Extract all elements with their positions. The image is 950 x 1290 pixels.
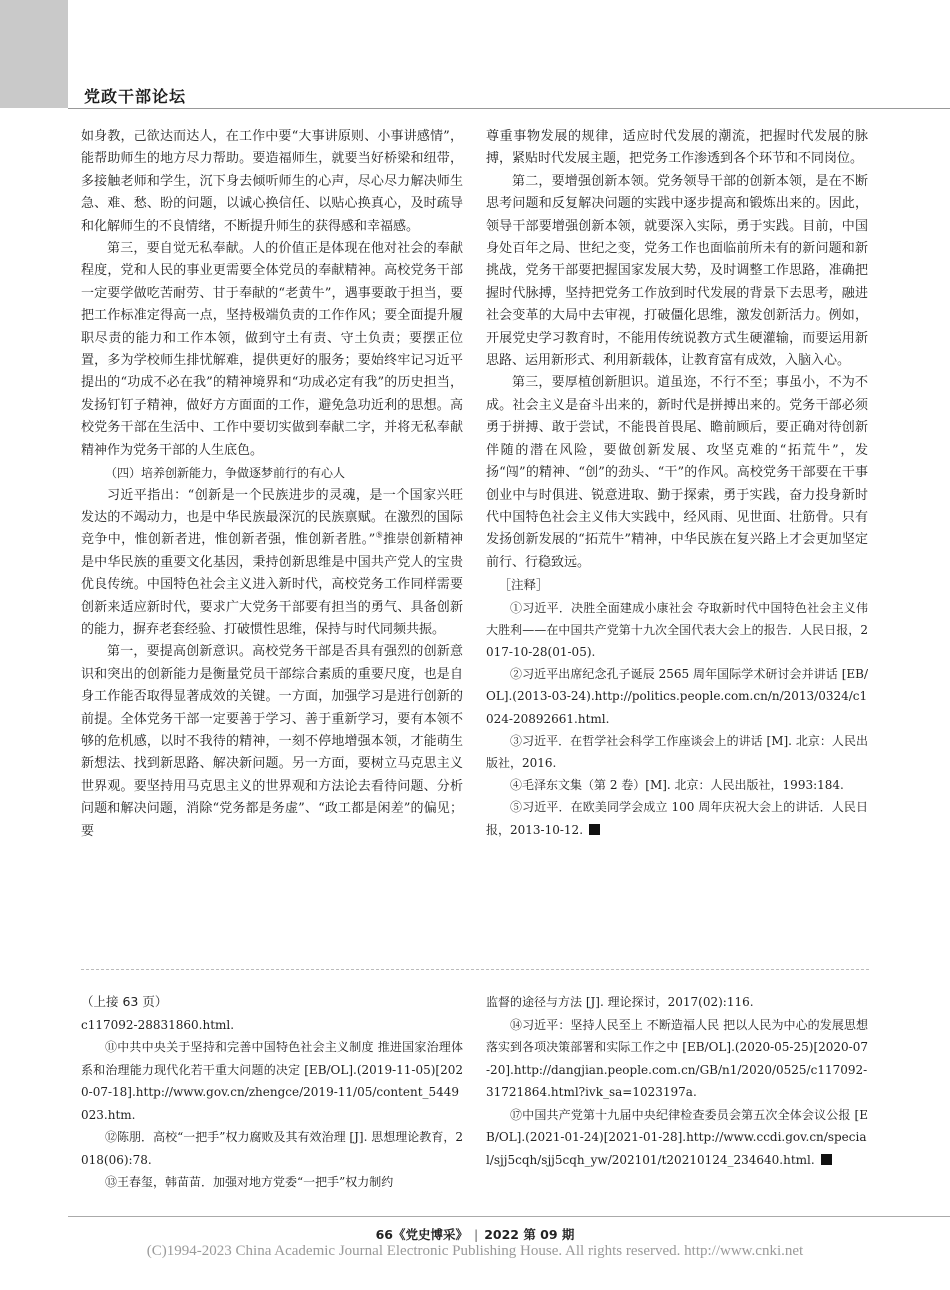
page-number-journal: 66《党史博采》 bbox=[375, 1227, 468, 1242]
paragraph: 第三，要厚植创新胆识。道虽迩，不行不至；事虽小，不为不成。社会主义是奋斗出来的，新时代是拼搏出来的。党务干部必须勇于拼搏、敢于尝试，不能畏首畏尾、瞻前顾后，要正确对待创新伴随的潜在风险，要做创新发展、攻坚克难的“拓荒牛”，发扬“闯”的精神、“创”的劲头、“干”的作风。高校党务干部要在干事创业中与时俱进、锐意进取、勤于探索，勇于实践，奋力投身新时代中国特色社会主义伟大实践中，经风雨、见世面、壮筋骨。只有发扬创新发展的“拓荒牛”精神，中华民族在复兴路上才会更加坚定前行、行稳致远。 bbox=[486, 375, 868, 570]
note-item: ②习近平出席纪念孔子诞辰 2565 周年国际学术研讨会并讲话 [EB/OL].(2013-03-24).http://politics.people.com.cn/n/2013/0324/c1024-20892661.html. bbox=[486, 667, 868, 726]
reference-item: 监督的途径与方法 [J]. 理论探讨，2017(02):116. bbox=[486, 995, 754, 1009]
note-item: ①习近平．决胜全面建成小康社会 夺取新时代中国特色社会主义伟大胜利——在中国共产党第十九次全国代表大会上的报告．人民日报，2017-10-28(01-05). bbox=[486, 600, 868, 659]
reference-item: c117092-28831860.html. bbox=[81, 1017, 235, 1032]
paragraph bbox=[81, 485, 463, 642]
continued-references-right bbox=[486, 991, 868, 1171]
section-title: 党政干部论坛 bbox=[84, 87, 187, 106]
continued-from-label: （上接 63 页） bbox=[81, 994, 168, 1009]
notes-heading: ［注释］ bbox=[498, 577, 549, 593]
continued-references-left bbox=[81, 991, 463, 1194]
note-item: ④毛泽东文集（第 2 卷）[M]. 北京：人民出版社，1993:184. bbox=[510, 778, 844, 793]
subsection-heading: （四）培养创新能力，争做逐梦前行的有心人 bbox=[105, 466, 346, 481]
header-gray-block bbox=[0, 0, 68, 108]
footer-separator: | bbox=[473, 1227, 479, 1242]
paragraph: 第二，要增强创新本领。党务领导干部的创新本领，是在不断思考问题和反复解决问题的实践中逐步提高和锻炼出来的。因此，领导干部要增强创新本领，就要深入实际，勇于实践。目前，中国身处百年之局、世纪之变，党务工作也面临前所未有的新问题和新挑战，党务干部要把握国家发展大势，及时调整工作思路，准确把握时代脉搏，坚持把党务工作放到时代发展的背景下去思考，融进社会变革的大局中去审视，打破僵化思维，激发创新活力。例如，开展党史学习教育时，不能用传统说教方式生硬灌输，而要运用新思路、运用新形式、利用新载体，让教育富有成效，入脑入心。 bbox=[486, 173, 868, 369]
left-column bbox=[81, 126, 463, 843]
end-of-article-square-icon bbox=[821, 1154, 832, 1165]
paragraph: 如身教，己欲达而达人，在工作中要“大事讲原则、小事讲感情”，能帮助师生的地方尽力帮助。要造福师生，就要当好桥梁和纽带，多接触老师和学生，沉下身去倾听师生的心声，尽心尽力解决师生急、难、愁、盼的问题，以诚心换信任、以贴心换真心，及时疏导和化解师生的不良情绪，不断提升师生的获得感和幸福感。 bbox=[81, 129, 463, 234]
footnote-marker: ⑤ bbox=[375, 530, 384, 540]
reference-item: ⑪中共中央关于坚持和完善中国特色社会主义制度 推进国家治理体系和治理能力现代化若干重大问题的决定 [EB/OL].(2019-11-05)[2020-07-18].http://www.gov.cn/zhengce/2019-11/05/content_5449023.htm. bbox=[81, 1040, 463, 1122]
reference-item: ⑬王春玺，韩苗苗．加强对地方党委“一把手”权力制约 bbox=[105, 1175, 394, 1189]
end-of-article-square-icon bbox=[589, 824, 600, 835]
article-divider bbox=[81, 969, 869, 970]
copyright-watermark: (C)1994-2023 China Academic Journal Electronic Publishing House. All rights reserved. http://www.cnki.net bbox=[146, 1243, 804, 1259]
right-column bbox=[486, 126, 868, 841]
reference-item: ⑫陈朋．高校“一把手”权力腐败及其有效治理 [J]. 思想理论教育，2018(06):78. bbox=[81, 1130, 463, 1167]
reference-item: ⑭习近平：坚持人民至上 不断造福人民 把以人民为中心的发展思想落实到各项决策部署和实际工作之中 [EB/OL].(2020-05-25)[2020-07-20].http://dangjian.people.com.cn/GB/n1/2020/0525/c117092-31721864.html?ivk_sa=1023197a. bbox=[486, 1017, 868, 1099]
page-footer bbox=[0, 1225, 950, 1243]
note-item: ③习近平．在哲学社会科学工作座谈会上的讲话 [M]. 北京：人民出版社，2016. bbox=[486, 733, 868, 770]
header-rule bbox=[68, 108, 950, 109]
paragraph: 尊重事物发展的规律，适应时代发展的潮流，把握时代发展的脉搏，紧贴时代发展主题，把党务工作渗透到各个环节和不同岗位。 bbox=[486, 129, 868, 167]
reference-text: ⑰中国共产党第十九届中央纪律检查委员会第五次全体会议公报 [EB/OL].(2021-01-24)[2021-01-28].http://www.ccdi.gov.cn/special/sjj5cqh/sjj5cqh_yw/202101/t20210124_234640.html. bbox=[486, 1107, 868, 1167]
note-text: ⑤习近平．在欧美同学会成立 100 周年庆祝大会上的讲话．人民日报，2013-10-12. bbox=[486, 800, 868, 837]
paragraph: 第一，要提高创新意识。高校党务干部是否具有强烈的创新意识和突出的创新能力是衡量党员干部综合素质的重要尺度，也是自身工作能否取得显著成效的关键。一方面，加强学习是进行创新的前提。全体党务干部一定要善于学习、善于重新学习，要有本领不够的危机感，以时不我待的精神，一刻不停地增强本领，才能萌生新想法、找到新思路、解决新问题。另一方面，要树立马克思主义世界观。要坚持用马克思主义的世界观和方法论去看待问题、分析问题和解决问题，消除“党务都是务虚”、“政工都是闲差”的偏见；要 bbox=[81, 644, 463, 839]
quote-text: 习近平指出：“创新是一个民族进步的灵魂，是一个国家兴旺发达的不竭动力，也是中华民族最深沉的民族禀赋。在激烈的国际竞争中，惟创新者进，惟创新者强，惟创新者胜。” bbox=[81, 487, 463, 548]
footer-rule bbox=[68, 1216, 950, 1217]
note-item bbox=[486, 796, 868, 840]
paragraph: 第三，要自觉无私奉献。人的价值正是体现在他对社会的奉献程度，党和人民的事业更需要全体党员的奉献精神。高校党务干部一定要学做吃苦耐劳、甘于奉献的“老黄牛”，遇事要敢于担当，要把工作标准定得高一点，坚持极端负责的工作作风；要全面提升履职尽责的能力和工作本领，做到守土有责、守土负责；要摆正位置，多为学校师生排忧解难，提供更好的服务；要始终牢记习近平提出的“功成不必在我”的精神境界和“功成必定有我”的历史担当，发扬钉钉子精神，做好方方面面的工作，避免急功近利的思想。高校党务干部在生活中、工作中要切实做到奉献二字，并将无私奉献精神作为党务干部的人生底色。 bbox=[81, 241, 463, 458]
paragraph-continuation: 推崇创新精神是中华民族的重要文化基因，秉持创新思维是中国共产党人的宝贵优良传统。中国特色社会主义进入新时代，高校党务工作同样需要创新来适应新时代，要求广大党务干部要有担当的勇气、具备创新的能力，摒弃老套经验、打破惯性思维，保持与时代同频共振。 bbox=[81, 532, 463, 637]
reference-item bbox=[486, 1104, 868, 1172]
issue-label: 2022 第 09 期 bbox=[484, 1227, 575, 1242]
